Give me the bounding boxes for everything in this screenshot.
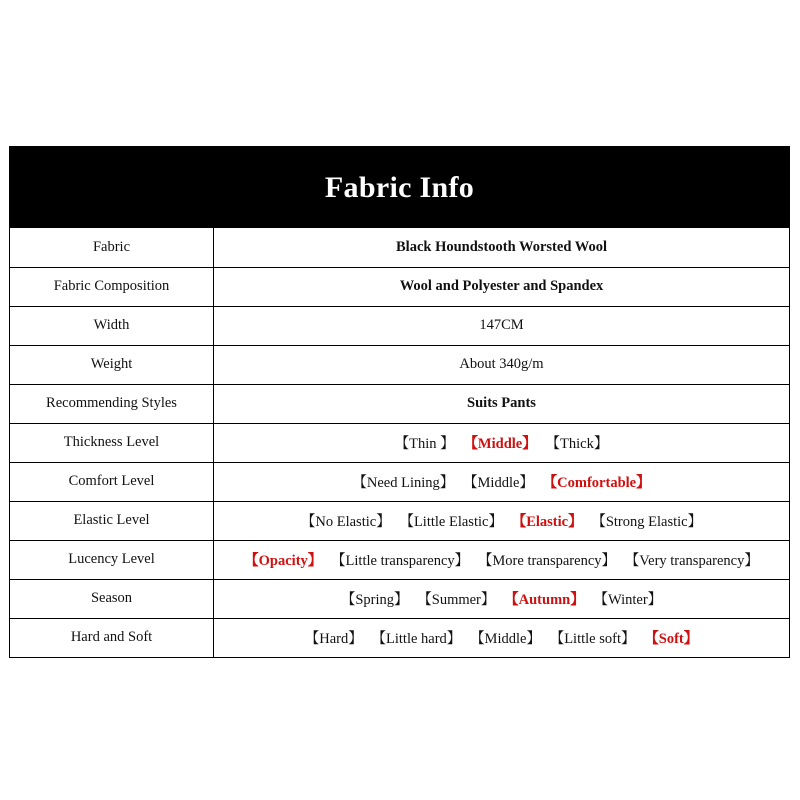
row-label-weight: Weight: [10, 345, 214, 384]
option-chip: 【Little transparency】: [338, 553, 470, 569]
info-grid: [10, 228, 789, 657]
option-chip: 【Winter】: [600, 592, 663, 608]
option-chip: 【Thin 】: [394, 436, 455, 452]
row-label-elastic: Elastic Level: [10, 501, 214, 540]
row-label-thickness: Thickness Level: [10, 423, 214, 462]
table-title: Fabric Info: [10, 147, 789, 228]
table-row: [10, 462, 789, 501]
option-chip: 【Comfortable】: [549, 475, 651, 491]
row-value-comfort: [214, 462, 790, 501]
row-value-season: [214, 579, 790, 618]
option-chip: 【Spring】: [340, 592, 409, 608]
row-value-composition: Wool and Polyester and Spandex: [214, 267, 790, 306]
option-chip: 【More transparency】: [485, 553, 617, 569]
option-chip: 【Middle】: [470, 475, 534, 491]
fabric-value-text: Black Houndstooth Worsted Wool: [396, 238, 607, 255]
table-row: [10, 540, 789, 579]
table-row: [10, 267, 789, 306]
fabric-info-table: [9, 146, 790, 658]
table-row: [10, 618, 789, 657]
row-value-hardness: [214, 618, 790, 657]
row-value-width: 147CM: [214, 306, 790, 345]
option-chip: 【Little soft】: [556, 631, 636, 648]
option-chip: 【Little hard】: [378, 631, 462, 648]
option-chip: 【Hard】: [304, 631, 363, 648]
row-value-styles: Suits Pants: [214, 384, 790, 423]
option-chip: 【Soft】: [651, 631, 699, 648]
option-chip: 【Thick】: [552, 436, 609, 452]
row-label-lucency: Lucency Level: [10, 540, 214, 579]
option-chip: 【Middle】: [477, 631, 541, 648]
table-row: [10, 501, 789, 540]
table-row: [10, 579, 789, 618]
row-label-composition: Fabric Composition: [10, 267, 214, 306]
option-chip: 【Very transparency】: [632, 553, 759, 569]
table-row: [10, 384, 789, 423]
option-chip: 【Strong Elastic】: [598, 514, 703, 530]
row-value-thickness: [214, 423, 790, 462]
option-chip: 【No Elastic】: [300, 514, 391, 530]
option-chip: 【Elastic】: [518, 514, 583, 530]
row-label-styles: Recommending Styles: [10, 384, 214, 423]
row-label-hardness: Hard and Soft: [10, 618, 214, 657]
option-chip: 【Autumn】: [511, 592, 585, 608]
row-value-elastic: [214, 501, 790, 540]
table-row: [10, 306, 789, 345]
option-chip: 【Need Lining】: [352, 475, 455, 491]
row-label-fabric: Fabric: [10, 228, 214, 267]
row-value-lucency: [214, 540, 790, 579]
option-chip: 【Summer】: [424, 592, 496, 608]
option-chip: 【Opacity】: [244, 553, 323, 569]
table-row: [10, 228, 789, 267]
option-chip: 【Little Elastic】: [406, 514, 503, 530]
row-value-fabric: [214, 228, 790, 267]
row-label-width: Width: [10, 306, 214, 345]
row-label-comfort: Comfort Level: [10, 462, 214, 501]
row-label-season: Season: [10, 579, 214, 618]
option-chip: 【Middle】: [470, 436, 537, 452]
row-value-weight: About 340g/m: [214, 345, 790, 384]
table-row: [10, 423, 789, 462]
table-row: [10, 345, 789, 384]
